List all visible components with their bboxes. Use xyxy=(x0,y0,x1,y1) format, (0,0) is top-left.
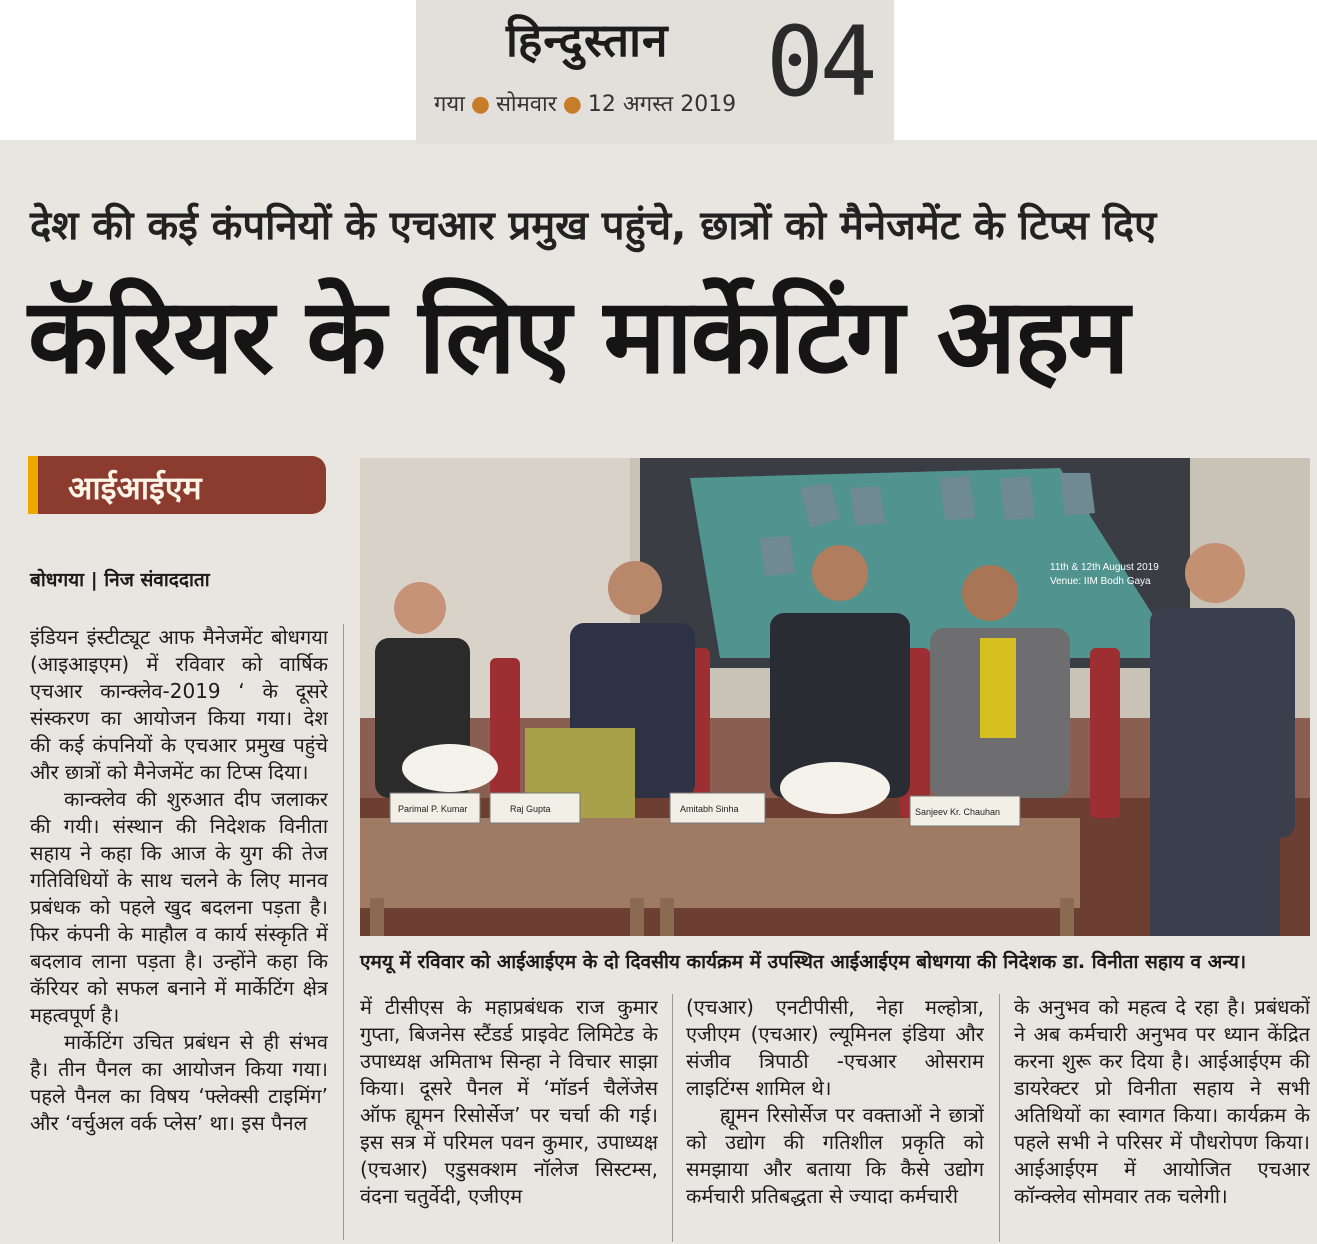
paragraph: मार्केटिंग उचित प्रबंधन से ही संभव है। तीन पैनल का आयोजन किया गया। पहले पैनल का विषय ‘फ्लेक्सी टाइमिंग’ और ‘वर्चुअल वर्क प्लेस’ था। इस पैनल xyxy=(30,1030,328,1135)
newspaper-title: हिन्दुस्तान xyxy=(506,13,669,67)
banner-venue: Venue: IIM Bodh Gaya xyxy=(1050,576,1151,587)
banner-date: 11th & 12th August 2019 xyxy=(1050,562,1159,573)
paragraph: में टीसीएस के महाप्रबंधक राज कुमार गुप्ता, बिजनेस स्टैंडर्ड प्राइवेट लिमिटेड के उपाध्यक्ष अमिताभ सिन्हा ने विचार साझा किया। दूसरे पैनल में ‘मॉडर्न चैलेंजेस ऑफ ह्यूमन रिसोर्सेज’ पर चर्चा की गई। इस सत्र में परिमल पवन कुमार, उपाध्यक्ष (एचआर) एडुसक्शम नॉलेज सिस्टम्स, वंदना चतुर्वेदी, एजीएम xyxy=(360,995,658,1208)
article-column-3 xyxy=(686,994,984,1242)
nameplate-3-label: Amitabh Sinha xyxy=(680,804,739,814)
nameplate-4-label: Sanjeev Kr. Chauhan xyxy=(915,807,1001,817)
paragraph: इंडियन इंस्टीट्यूट आफ मैनेजमेंट बोधगया (आइआइएम) में रविवार को वार्षिक एचआर कान्क्लेव-2019 ‘ के दूसरे संस्करण का आयोजन किया गया। देश की कई कंपनियों के एचआर प्रमुख पहुंचे और छात्रों को मैनेजमेंट का टिप्स दिया। xyxy=(30,625,328,784)
section-tag-label: आईआईएम xyxy=(68,469,202,507)
column-divider xyxy=(672,994,673,1242)
article-headline: कॅरियर के लिए मार्केटिंग अहम xyxy=(28,275,1128,397)
event-photo xyxy=(360,458,1310,936)
panel-discussion-illustration xyxy=(360,458,1310,936)
page-number: 04 xyxy=(766,6,874,118)
column-divider xyxy=(343,624,344,1240)
paragraph: ह्यूमन रिसोर्सेज पर वक्ताओं ने छात्रों को उद्योग की गतिशील प्रकृति को समझाया और बताया कि कैसे उद्योग कर्मचारी प्रतिबद्धता से ज्यादा कर्मचारी xyxy=(686,1103,984,1208)
article-dateline: बोधगया | निज संवाददाता xyxy=(30,569,210,591)
masthead-city: गया xyxy=(434,92,465,117)
column-divider xyxy=(999,994,1000,1242)
section-tag xyxy=(28,456,326,514)
section-tag-accent xyxy=(28,456,38,514)
article-column-1 xyxy=(30,624,328,1240)
bullet-icon: ● xyxy=(470,92,491,117)
masthead-date: 12 अगस्त 2019 xyxy=(587,92,737,117)
nameplate-1-label: Parimal P. Kumar xyxy=(398,804,468,814)
article-column-4 xyxy=(1014,994,1310,1242)
article-column-2 xyxy=(360,994,658,1242)
masthead xyxy=(416,0,894,144)
paragraph: कान्क्लेव की शुरुआत दीप जलाकर की गयी। संस्थान की निदेशक विनीता सहाय ने कहा कि आज के युग की तेज गतिविधियों के साथ चलने के लिए मानव प्रबंधक को पहले खुद बदलना पड़ता है। फिर कंपनी के माहौल व कार्य संस्कृति में बदलाव लाना पड़ता है। उन्होंने कहा कि कॅरियर को सफल बनाने में मार्केटिंग क्षेत्र महत्वपूर्ण है। xyxy=(30,787,328,1027)
paragraph: के अनुभव को महत्व दे रहा है। प्रबंधकों ने अब कर्मचारी अनुभव पर ध्यान केंद्रित करना शुरू कर दिया है। आईआईएम की डायरेक्टर प्रो विनीता सहाय ने सभी अतिथियों का स्वागत किया। कार्यक्रम के पहले सभी ने परिसर में पौधरोपण किया। आईआईएम में आयोजित एचआर कॉन्क्लेव सोमवार तक चलेगी। xyxy=(1014,995,1310,1208)
bullet-icon: ● xyxy=(562,92,582,117)
nameplate-2-label: Raj Gupta xyxy=(510,804,551,814)
photo-caption: एमयू में रविवार को आईआईएम के दो दिवसीय कार्यक्रम में उपस्थित आईआईएम बोधगया की निदेशक डा. विनीता सहाय व अन्य। xyxy=(360,951,1247,973)
paragraph: (एचआर) एनटीपीसी, नेहा मल्होत्रा, एजीएम (एचआर) ल्यूमिनल इंडिया और संजीव त्रिपाठी -एचआर ओसराम लाइटिंग्स शामिल थे। xyxy=(686,995,984,1100)
masthead-day: सोमवार xyxy=(496,92,557,117)
masthead-dateline xyxy=(434,88,736,118)
article-kicker: देश की कई कंपनियों के एचआर प्रमुख पहुंचे, छात्रों को मैनेजमेंट के टिप्स दिए xyxy=(30,203,1157,249)
